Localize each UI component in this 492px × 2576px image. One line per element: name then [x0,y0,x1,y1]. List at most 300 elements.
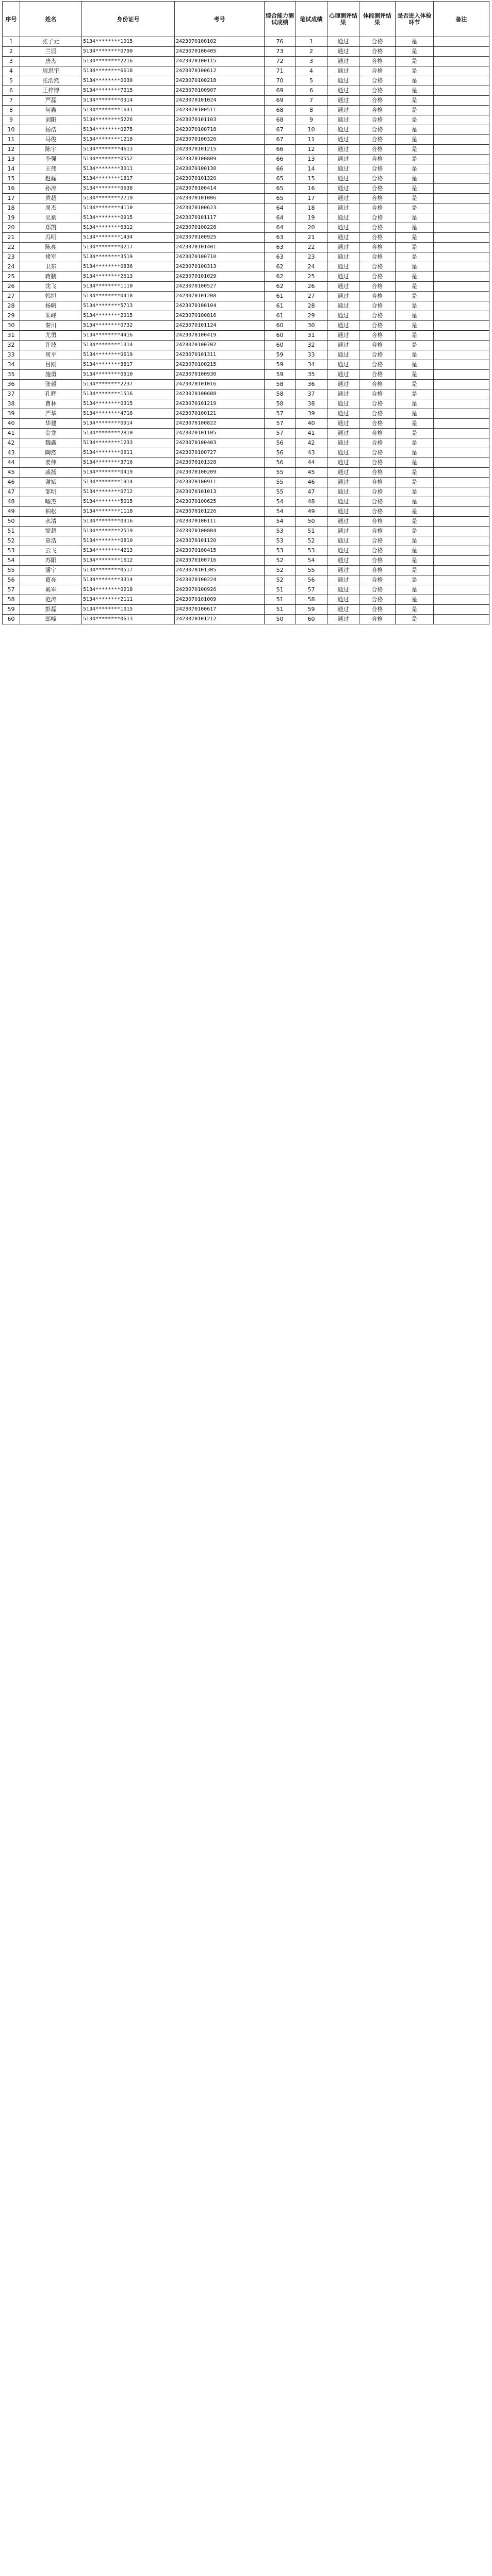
cell-id-number: 5134********0418 [82,292,175,301]
cell-index: 22 [3,243,20,252]
cell-written-score: 20 [296,223,327,233]
cell-remarks [434,135,489,145]
cell-name: 窦超 [20,527,82,536]
cell-written-score: 47 [296,487,327,497]
cell-id-number: 5134********5015 [82,497,175,507]
cell-written-score: 39 [296,409,327,419]
cell-name: 李强 [20,155,82,164]
header-written-score: 笔试成绩 [296,2,327,37]
cell-index: 30 [3,321,20,331]
cell-name: 陶然 [20,448,82,458]
cell-ability-score: 62 [265,272,296,282]
cell-physical-exam: 是 [396,292,434,301]
cell-fitness-result: 合格 [359,252,396,262]
cell-exam-number: 2423070100415 [175,546,265,556]
cell-physical-exam: 是 [396,585,434,595]
cell-id-number: 5134********1612 [82,556,175,566]
cell-psych-result: 通过 [327,135,359,145]
cell-id-number: 5134********7215 [82,86,175,96]
cell-index: 3 [3,57,20,66]
cell-remarks [434,536,489,546]
cell-ability-score: 59 [265,370,296,380]
cell-id-number: 5134********6312 [82,223,175,233]
cell-index: 51 [3,527,20,536]
cell-index: 42 [3,438,20,448]
cell-id-number: 5134********0275 [82,125,175,135]
cell-psych-result: 通过 [327,575,359,585]
cell-ability-score: 57 [265,429,296,438]
cell-written-score: 31 [296,331,327,341]
cell-ability-score: 51 [265,585,296,595]
cell-index: 1 [3,37,20,47]
cell-name: 张子元 [20,37,82,47]
cell-psych-result: 通过 [327,536,359,546]
cell-remarks [434,184,489,194]
cell-exam-number: 2423070100102 [175,37,265,47]
cell-written-score: 9 [296,115,327,125]
cell-name: 王伟 [20,164,82,174]
table-row [3,389,489,399]
cell-remarks [434,468,489,478]
cell-psych-result: 通过 [327,155,359,164]
cell-written-score: 3 [296,57,327,66]
cell-fitness-result: 合格 [359,615,396,624]
table-row [3,145,489,155]
cell-id-number: 5134********0218 [82,585,175,595]
cell-remarks [434,497,489,507]
cell-psych-result: 通过 [327,86,359,96]
cell-index: 46 [3,478,20,487]
cell-index: 27 [3,292,20,301]
table-row [3,566,489,575]
cell-written-score: 53 [296,546,327,556]
cell-index: 60 [3,615,20,624]
table-row [3,556,489,566]
cell-exam-number: 2423070100313 [175,262,265,272]
cell-remarks [434,164,489,174]
cell-index: 41 [3,429,20,438]
cell-name: 章浩 [20,536,82,546]
cell-index: 11 [3,135,20,145]
cell-written-score: 46 [296,478,327,487]
cell-ability-score: 72 [265,57,296,66]
cell-physical-exam: 是 [396,536,434,546]
cell-ability-score: 65 [265,194,296,204]
cell-fitness-result: 合格 [359,341,396,350]
cell-id-number: 5134********1817 [82,174,175,184]
cell-name: 杨帆 [20,301,82,311]
table-row [3,135,489,145]
cell-physical-exam: 是 [396,66,434,76]
cell-written-score: 6 [296,86,327,96]
cell-written-score: 55 [296,566,327,575]
cell-ability-score: 64 [265,223,296,233]
cell-id-number: 5134********0712 [82,487,175,497]
cell-fitness-result: 合格 [359,292,396,301]
cell-physical-exam: 是 [396,497,434,507]
cell-fitness-result: 合格 [359,272,396,282]
cell-psych-result: 通过 [327,517,359,527]
cell-fitness-result: 合格 [359,438,396,448]
cell-name: 吴斌 [20,213,82,223]
header-ability-score: 综合能力测试成绩 [265,2,296,37]
cell-remarks [434,262,489,272]
cell-exam-number: 2423070101105 [175,429,265,438]
cell-name: 华建 [20,419,82,429]
cell-psych-result: 通过 [327,399,359,409]
cell-fitness-result: 合格 [359,233,396,243]
cell-index: 33 [3,350,20,360]
cell-exam-number: 2423070101212 [175,615,265,624]
table-row [3,497,489,507]
cell-ability-score: 59 [265,350,296,360]
cell-name: 云飞 [20,546,82,556]
cell-name: 张浩然 [20,76,82,86]
cell-fitness-result: 合格 [359,57,396,66]
cell-ability-score: 53 [265,536,296,546]
cell-id-number: 5134********0510 [82,370,175,380]
cell-psych-result: 通过 [327,292,359,301]
table-row [3,301,489,311]
cell-fitness-result: 合格 [359,360,396,370]
cell-exam-number: 2423070100403 [175,438,265,448]
results-table [2,1,489,624]
cell-written-score: 32 [296,341,327,350]
cell-psych-result: 通过 [327,527,359,536]
cell-exam-number: 2423070100617 [175,605,265,615]
cell-physical-exam: 是 [396,507,434,517]
table-row [3,174,489,184]
cell-exam-number: 2423070100612 [175,66,265,76]
cell-name: 喻杰 [20,497,82,507]
cell-remarks [434,370,489,380]
cell-fitness-result: 合格 [359,585,396,595]
table-row [3,448,489,458]
cell-physical-exam: 是 [396,360,434,370]
table-row [3,252,489,262]
cell-index: 34 [3,360,20,370]
cell-remarks [434,155,489,164]
cell-physical-exam: 是 [396,409,434,419]
cell-remarks [434,96,489,106]
cell-psych-result: 通过 [327,438,359,448]
cell-psych-result: 通过 [327,566,359,575]
cell-exam-number: 2423070100209 [175,468,265,478]
cell-name: 马俊 [20,135,82,145]
cell-index: 57 [3,585,20,595]
cell-ability-score: 69 [265,96,296,106]
cell-index: 45 [3,468,20,478]
cell-ability-score: 66 [265,155,296,164]
cell-physical-exam: 是 [396,106,434,115]
cell-remarks [434,66,489,76]
table-row [3,96,489,106]
cell-id-number: 5134********1434 [82,233,175,243]
cell-psych-result: 通过 [327,429,359,438]
cell-index: 5 [3,76,20,86]
cell-physical-exam: 是 [396,194,434,204]
cell-exam-number: 2423070100405 [175,47,265,57]
cell-remarks [434,389,489,399]
cell-remarks [434,556,489,566]
table-row [3,292,489,301]
cell-written-score: 14 [296,164,327,174]
cell-fitness-result: 合格 [359,331,396,341]
cell-ability-score: 62 [265,262,296,272]
cell-id-number: 5134********0552 [82,155,175,164]
cell-index: 26 [3,282,20,292]
cell-ability-score: 61 [265,311,296,321]
cell-psych-result: 通过 [327,360,359,370]
cell-fitness-result: 合格 [359,66,396,76]
cell-remarks [434,615,489,624]
table-row [3,419,489,429]
cell-written-score: 56 [296,575,327,585]
cell-id-number: 5134********1015 [82,605,175,615]
cell-fitness-result: 合格 [359,47,396,57]
cell-remarks [434,448,489,458]
cell-exam-number: 2423070101124 [175,321,265,331]
cell-psych-result: 通过 [327,252,359,262]
cell-written-score: 37 [296,389,327,399]
cell-remarks [434,527,489,536]
cell-exam-number: 2423070100326 [175,135,265,145]
cell-index: 14 [3,164,20,174]
cell-ability-score: 64 [265,204,296,213]
cell-psych-result: 通过 [327,66,359,76]
cell-psych-result: 通过 [327,184,359,194]
cell-fitness-result: 合格 [359,194,396,204]
cell-fitness-result: 合格 [359,497,396,507]
table-row [3,360,489,370]
cell-id-number: 5134********0810 [82,536,175,546]
cell-written-score: 11 [296,135,327,145]
table-row [3,233,489,243]
cell-name: 沈飞 [20,282,82,292]
cell-exam-number: 2423070101009 [175,595,265,605]
cell-remarks [434,566,489,575]
cell-index: 32 [3,341,20,350]
cell-id-number: 5134********0619 [82,350,175,360]
cell-index: 53 [3,546,20,556]
cell-exam-number: 2423070101029 [175,272,265,282]
table-row [3,595,489,605]
cell-index: 38 [3,399,20,409]
cell-exam-number: 2423070100716 [175,556,265,566]
cell-physical-exam: 是 [396,301,434,311]
table-row [3,507,489,517]
cell-fitness-result: 合格 [359,135,396,145]
cell-name: 潘宇 [20,566,82,575]
cell-physical-exam: 是 [396,341,434,350]
cell-written-score: 38 [296,399,327,409]
cell-written-score: 8 [296,106,327,115]
cell-written-score: 48 [296,497,327,507]
cell-physical-exam: 是 [396,370,434,380]
cell-ability-score: 71 [265,66,296,76]
cell-ability-score: 61 [265,292,296,301]
cell-fitness-result: 合格 [359,478,396,487]
cell-remarks [434,213,489,223]
cell-exam-number: 2423070100809 [175,155,265,164]
cell-index: 48 [3,497,20,507]
cell-remarks [434,243,489,252]
table-row [3,57,489,66]
cell-physical-exam: 是 [396,380,434,389]
cell-ability-score: 62 [265,282,296,292]
cell-fitness-result: 合格 [359,213,396,223]
cell-index: 43 [3,448,20,458]
cell-name: 冯明 [20,233,82,243]
cell-fitness-result: 合格 [359,419,396,429]
cell-physical-exam: 是 [396,57,434,66]
cell-fitness-result: 合格 [359,282,396,292]
cell-physical-exam: 是 [396,115,434,125]
cell-physical-exam: 是 [396,184,434,194]
table-row [3,615,489,624]
cell-id-number: 5134********2810 [82,429,175,438]
cell-remarks [434,301,489,311]
cell-psych-result: 通过 [327,96,359,106]
cell-psych-result: 通过 [327,350,359,360]
cell-psych-result: 通过 [327,615,359,624]
cell-ability-score: 52 [265,575,296,585]
table-row [3,86,489,96]
cell-written-score: 19 [296,213,327,223]
table-row [3,223,489,233]
cell-remarks [434,37,489,47]
cell-exam-number: 2423070100608 [175,389,265,399]
cell-remarks [434,47,489,57]
table-row [3,321,489,331]
cell-psych-result: 通过 [327,213,359,223]
cell-remarks [434,252,489,262]
table-row [3,213,489,223]
cell-fitness-result: 合格 [359,527,396,536]
cell-exam-number: 2423070100111 [175,517,265,527]
table-row [3,125,489,135]
table-row [3,331,489,341]
table-row [3,66,489,76]
cell-remarks [434,86,489,96]
cell-exam-number: 2423070100930 [175,370,265,380]
cell-index: 29 [3,311,20,321]
cell-id-number: 5134********2719 [82,194,175,204]
cell-fitness-result: 合格 [359,145,396,155]
cell-ability-score: 69 [265,86,296,96]
cell-physical-exam: 是 [396,517,434,527]
header-name: 姓名 [20,2,82,37]
cell-exam-number: 2423070100907 [175,86,265,96]
table-row [3,487,489,497]
cell-psych-result: 通过 [327,321,359,331]
cell-physical-exam: 是 [396,262,434,272]
cell-id-number: 5134********0790 [82,47,175,57]
cell-fitness-result: 合格 [359,37,396,47]
cell-id-number: 5134********4613 [82,145,175,155]
cell-ability-score: 70 [265,76,296,86]
cell-exam-number: 2423070100710 [175,252,265,262]
cell-ability-score: 66 [265,145,296,155]
cell-physical-exam: 是 [396,272,434,282]
cell-ability-score: 73 [265,47,296,57]
table-row [3,164,489,174]
cell-index: 4 [3,66,20,76]
cell-fitness-result: 合格 [359,311,396,321]
cell-id-number: 5134********0836 [82,262,175,272]
cell-id-number: 5134********0217 [82,243,175,252]
cell-physical-exam: 是 [396,527,434,536]
cell-id-number: 5134********3716 [82,458,175,468]
cell-name: 孔辉 [20,389,82,399]
table-row [3,76,489,86]
cell-ability-score: 57 [265,419,296,429]
cell-id-number: 5134********0314 [82,96,175,106]
table-row [3,536,489,546]
cell-fitness-result: 合格 [359,115,396,125]
cell-exam-number: 2423070101219 [175,399,265,409]
cell-id-number: 5134********2111 [82,595,175,605]
cell-id-number: 5134********3011 [82,164,175,174]
cell-written-score: 29 [296,311,327,321]
cell-remarks [434,174,489,184]
cell-exam-number: 2423070100121 [175,409,265,419]
cell-remarks [434,429,489,438]
cell-index: 15 [3,174,20,184]
cell-name: 水清 [20,517,82,527]
cell-ability-score: 67 [265,125,296,135]
table-row [3,311,489,321]
cell-remarks [434,233,489,243]
cell-physical-exam: 是 [396,575,434,585]
cell-psych-result: 通过 [327,507,359,517]
cell-written-score: 26 [296,282,327,292]
cell-exam-number: 2423070101401 [175,243,265,252]
cell-id-number: 5134********1914 [82,478,175,487]
cell-psych-result: 通过 [327,76,359,86]
cell-ability-score: 67 [265,135,296,145]
cell-fitness-result: 合格 [359,321,396,331]
cell-name: 范涛 [20,595,82,605]
header-exam-number: 考号 [175,2,265,37]
cell-id-number: 5134********2216 [82,57,175,66]
cell-exam-number: 2423070101320 [175,174,265,184]
cell-id-number: 5134********6618 [82,66,175,76]
cell-exam-number: 2423070101024 [175,96,265,106]
cell-physical-exam: 是 [396,350,434,360]
cell-remarks [434,194,489,204]
cell-ability-score: 58 [265,389,296,399]
cell-ability-score: 55 [265,478,296,487]
cell-fitness-result: 合格 [359,106,396,115]
cell-name: 孙涛 [20,184,82,194]
cell-written-score: 34 [296,360,327,370]
cell-exam-number: 2423070100527 [175,282,265,292]
header-physical-exam: 是否进入体检环节 [396,2,434,37]
cell-name: 彭磊 [20,605,82,615]
cell-index: 31 [3,331,20,341]
cell-exam-number: 2423070100702 [175,341,265,350]
cell-name: 刘阳 [20,115,82,125]
cell-name: 吕刚 [20,360,82,370]
cell-physical-exam: 是 [396,243,434,252]
cell-psych-result: 通过 [327,301,359,311]
cell-remarks [434,321,489,331]
cell-written-score: 17 [296,194,327,204]
cell-remarks [434,585,489,595]
cell-written-score: 54 [296,556,327,566]
cell-remarks [434,272,489,282]
